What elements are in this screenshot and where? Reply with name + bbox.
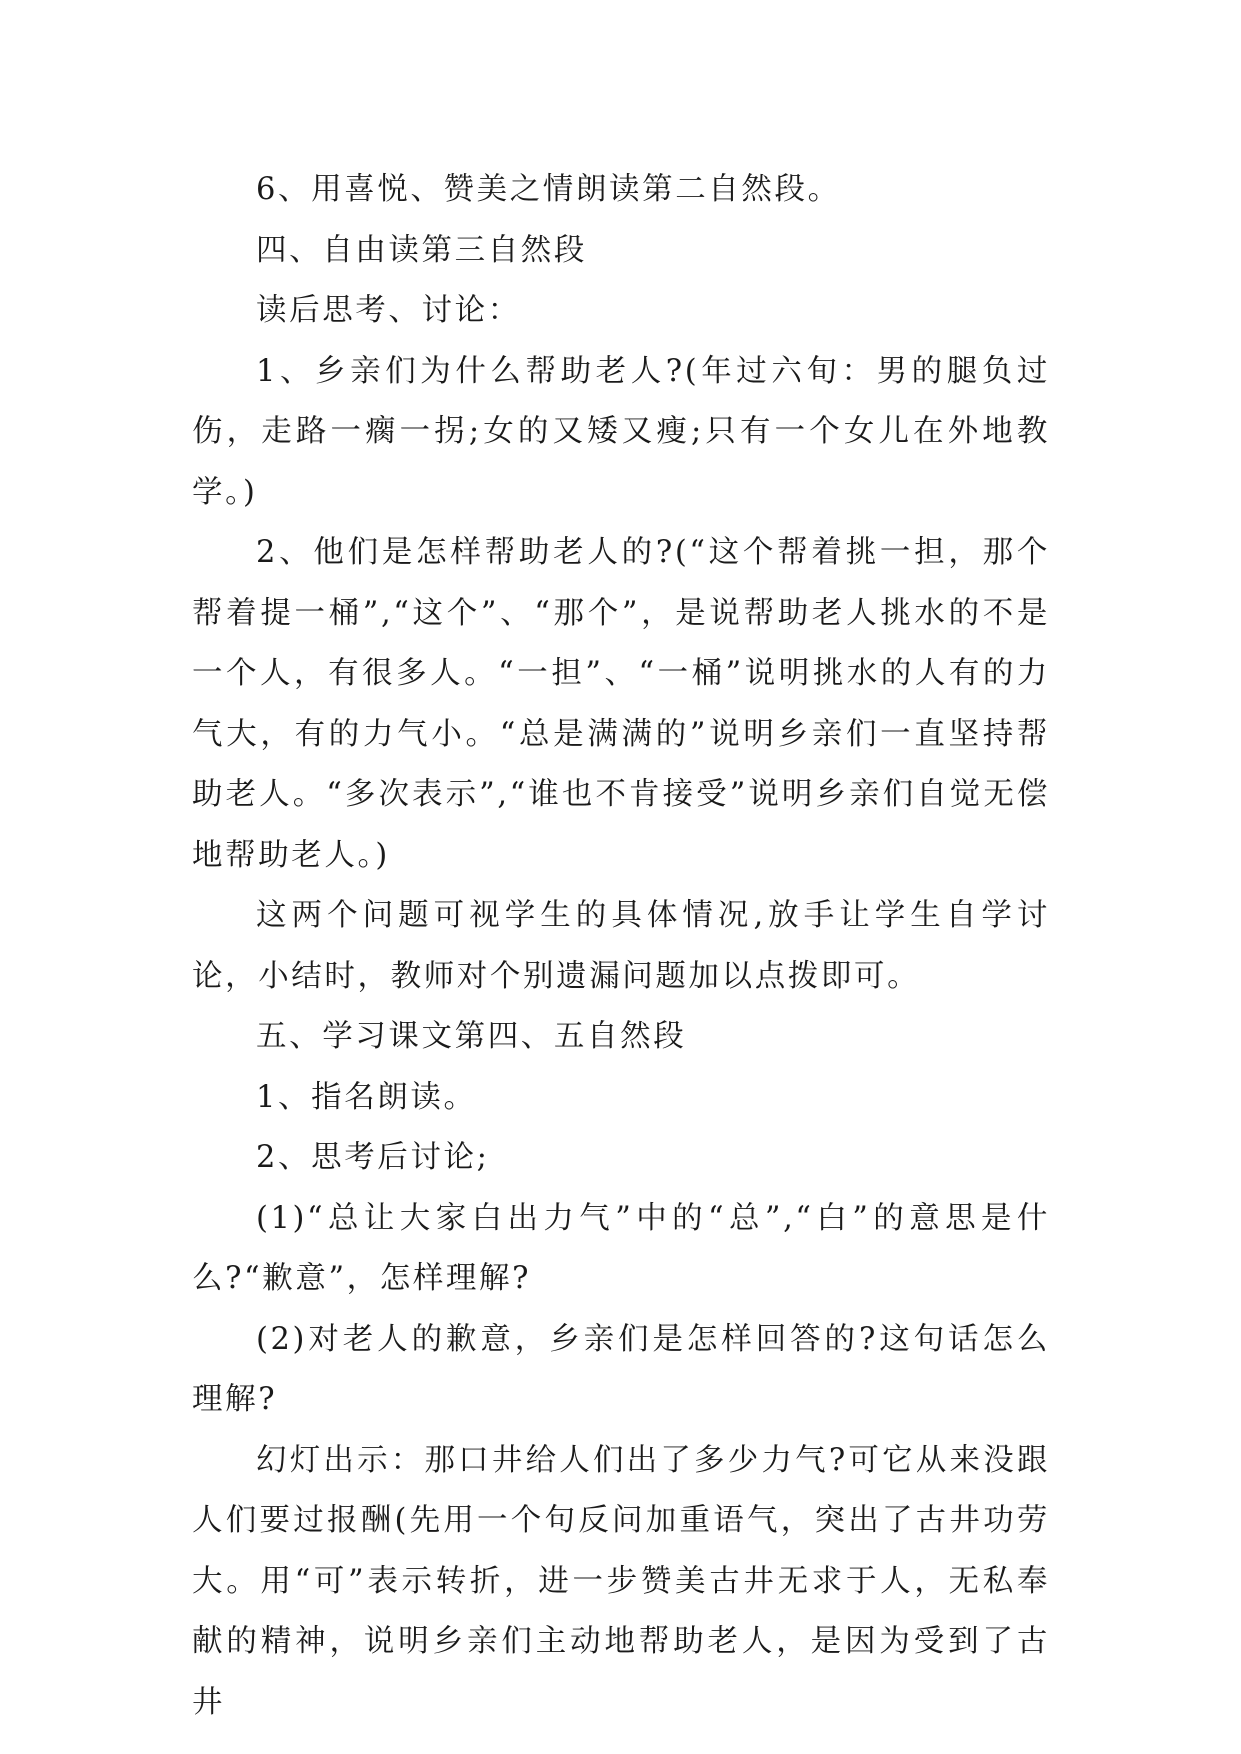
paragraph: (1)“总让大家白出力气”中的“总”,“白”的意思是什么?“歉意”，怎样理解? (192, 1200, 1050, 1296)
paragraph: 6、用喜悦、赞美之情朗读第二自然段。 (256, 172, 841, 207)
paragraph: 这两个问题可视学生的具体情况,放手让学生自学讨论，小结时，教师对个别遗漏问题加以点拨即可。 (192, 898, 1050, 994)
paragraph: (2)对老人的歉意，乡亲们是怎样回答的?这句话怎么理解? (192, 1321, 1050, 1417)
paragraph: 1、指名朗读。 (256, 1079, 477, 1115)
paragraph: 五、学习课文第四、五自然段 (256, 1019, 687, 1054)
paragraph: 1、乡亲们为什么帮助老人?(年过六旬：男的腿负过伤，走路一瘸一拐;女的又矮又瘦;只有一个女儿在外地教学。) (192, 353, 1050, 510)
document-page (192, 160, 1050, 1733)
paragraph: 幻灯出示：那口井给人们出了多少力气?可它从来没跟人们要过报酬(先用一个句反问加重语气，突出了古井功劳大。用“可”表示转折，进一步赞美古井无求于人，无私奉献的精神，说明乡亲们主动地帮助老人，是因为受到了古井 (192, 1442, 1050, 1720)
paragraph: 2、思考后讨论; (256, 1140, 490, 1175)
paragraph: 四、自由读第三自然段 (256, 232, 587, 268)
paragraph: 2、他们是怎样帮助老人的?(“这个帮着挑一担，那个帮着提一桶”,“这个”、“那个”，是说帮助老人挑水的不是一个人，有很多人。“一担”、“一桶”说明挑水的人有的力气大，有的力气小。“总是满满的”说明乡亲们一直坚持帮助老人。“多次表示”,“谁也不肯接受”说明乡亲们自觉无偿地帮助老人。) (192, 535, 1050, 873)
paragraph: 读后思考、讨论： (256, 293, 521, 328)
